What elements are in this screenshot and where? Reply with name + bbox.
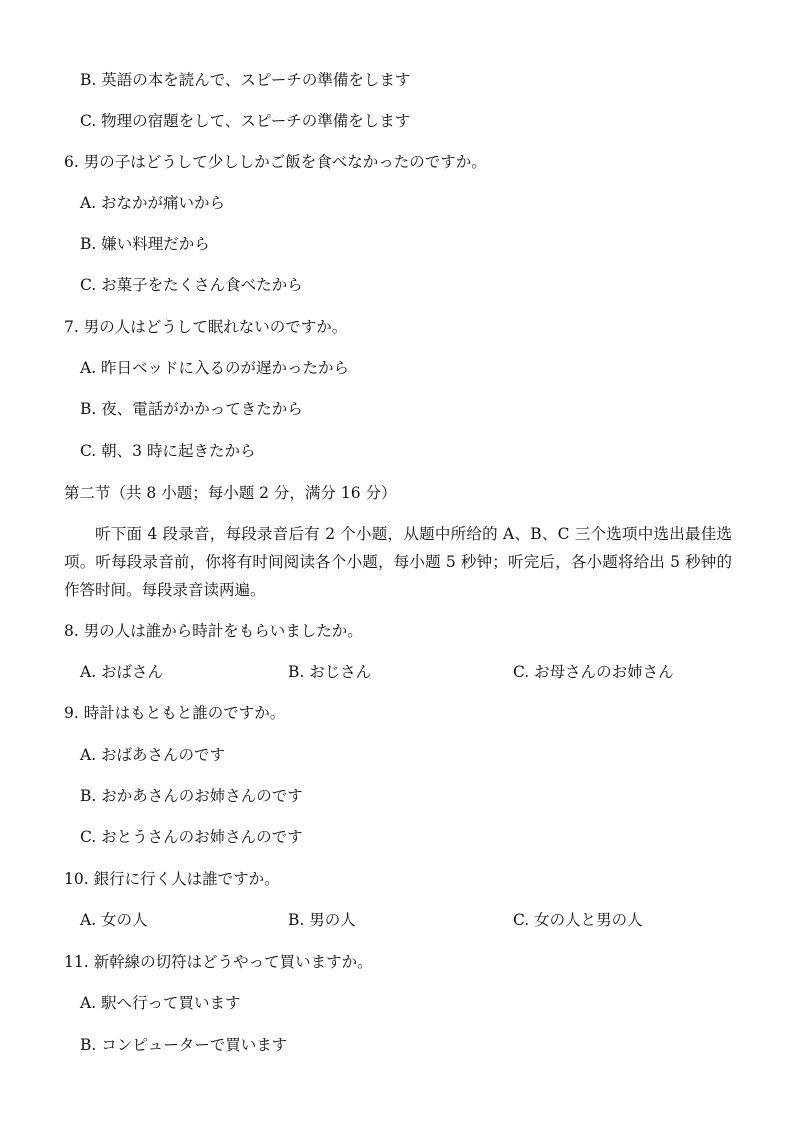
q9-option-b: B. おかあさんのお姉さんのです [80, 787, 303, 805]
q8-option-b: B. おじさん [288, 663, 372, 681]
q10-option-c: C. 女の人と男の人 [513, 911, 643, 929]
q8-option-c: C. お母さんのお姉さん [513, 663, 674, 681]
q11-option-a: A. 駅へ行って買います [80, 994, 241, 1012]
q9-option-c: C. おとうさんのお姉さんのです [80, 828, 303, 846]
q7-option-c: C. 朝、3 時に起きたから [80, 442, 256, 460]
q5-option-c: C. 物理の宿題をして、スピーチの準備をします [80, 112, 411, 130]
section2-instructions: 听下面 4 段录音，每段录音后有 2 个小题，从题中所给的 A、B、C 三个选项中选出最佳选项。听每段录音前，你将有时间阅读各个小题，每小题 5 秒钟；听完后，各小题将给出 5 秒钟的作答时间。每段录音读两遍。 [64, 525, 732, 599]
q10-options-row [0, 913, 794, 933]
section2-heading: 第二节（共 8 小题；每小题 2 分，满分 16 分） [64, 484, 397, 502]
q8-options-row [0, 665, 794, 685]
q7-question: 7. 男の人はどうして眠れないのですか。 [64, 318, 348, 336]
q10-option-a: A. 女の人 [80, 911, 148, 929]
q7-option-b: B. 夜、電話がかかってきたから [80, 400, 303, 418]
q8-option-a: A. おばさん [80, 663, 164, 681]
q11-question: 11. 新幹線の切符はどうやって買いますか。 [64, 953, 373, 971]
q9-question: 9. 時計はもともと誰のですか。 [64, 704, 286, 722]
q8-question: 8. 男の人は誰から時計をもらいましたか。 [64, 622, 363, 640]
q7-option-a: A. 昨日ベッドに入るのが遅かったから [80, 359, 350, 377]
q9-option-a: A. おばあさんのです [80, 746, 226, 764]
q10-option-b: B. 男の人 [288, 911, 356, 929]
q10-question: 10. 銀行に行く人は誰ですか。 [64, 870, 280, 888]
q6-option-b: B. 嫌い料理だから [80, 235, 210, 253]
q5-option-b: B. 英語の本を読んで、スピーチの準備をします [80, 71, 411, 89]
q6-option-a: A. おなかが痛いから [80, 194, 226, 212]
q6-question: 6. 男の子はどうして少ししかご飯を食べなかったのですか。 [64, 153, 487, 171]
q11-option-b: B. コンピューターで買います [80, 1036, 288, 1054]
q6-option-c: C. お菓子をたくさん食べたから [80, 276, 303, 294]
